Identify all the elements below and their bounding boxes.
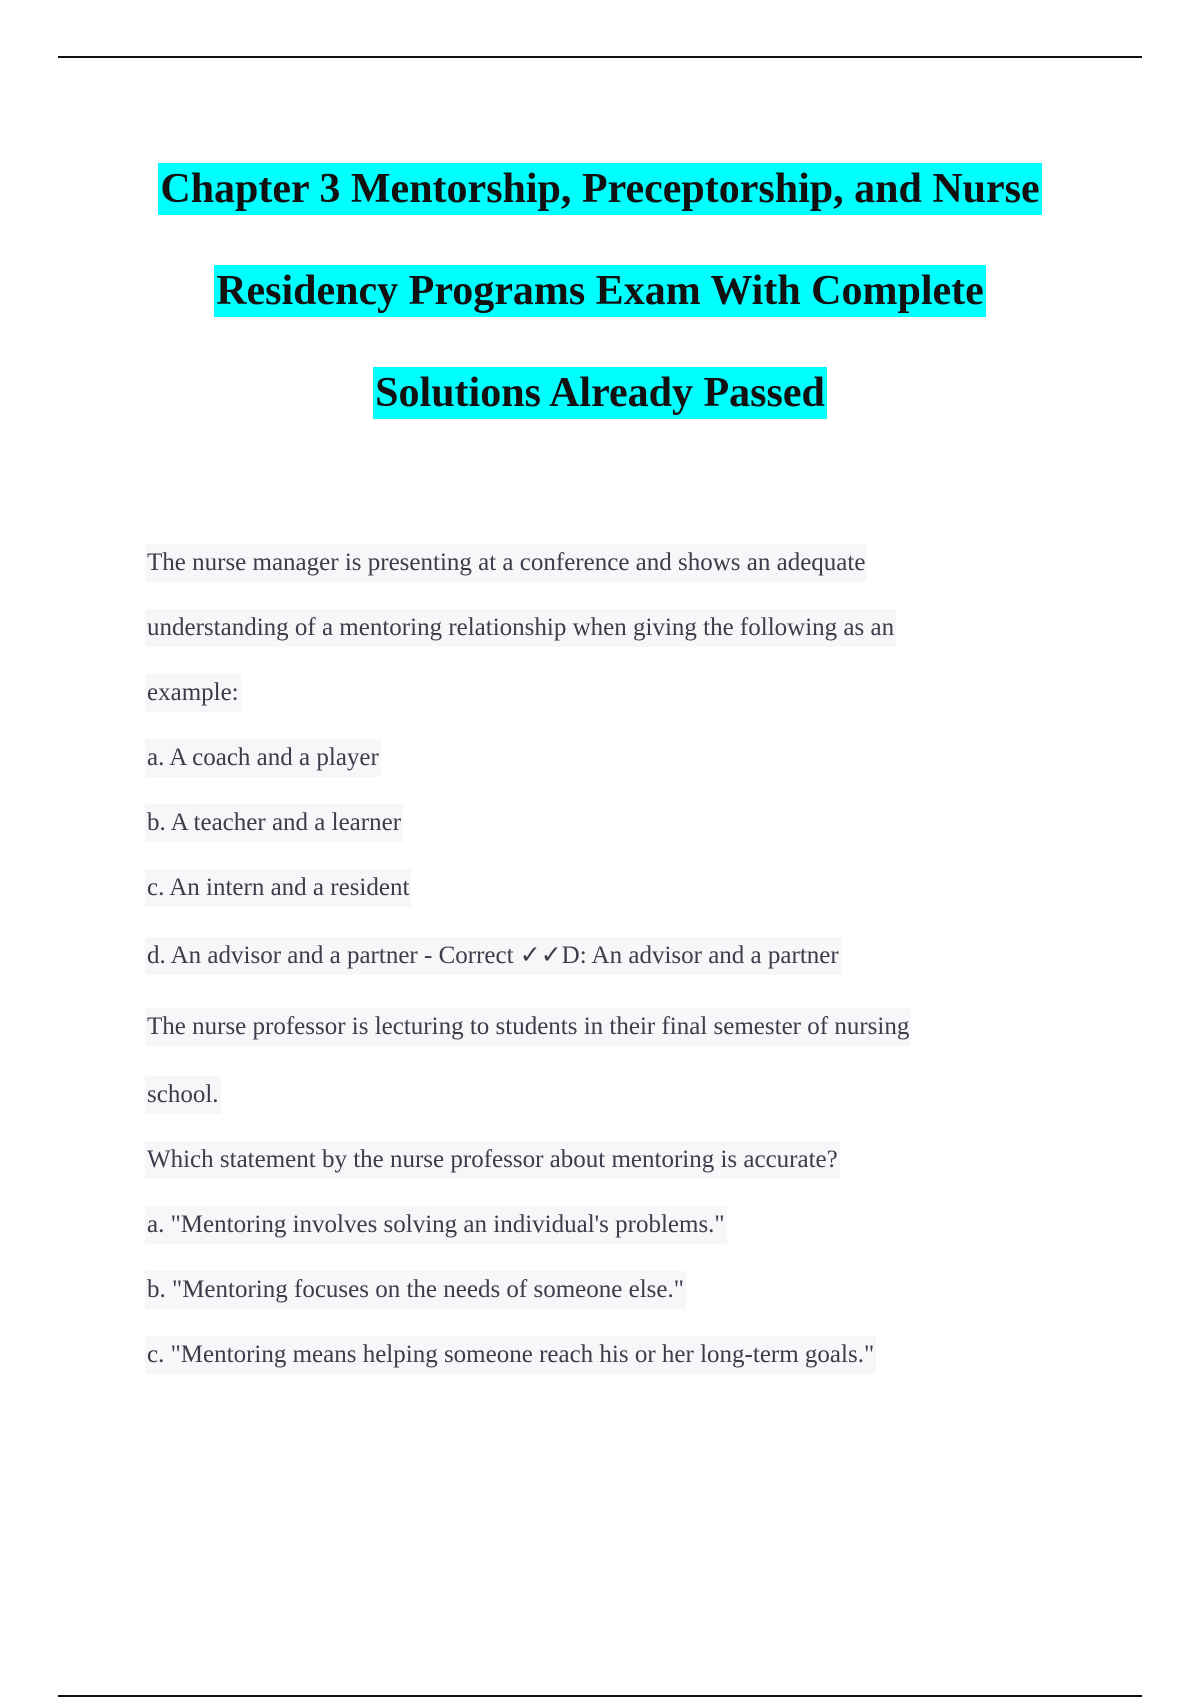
question-2 <box>145 991 1045 1387</box>
question-stem-text: understanding of a mentoring relationship when giving the following as an <box>145 609 896 647</box>
question-stem-line <box>145 991 1045 1062</box>
title-line-text: Chapter 3 Mentorship, Preceptorship, and Nurse <box>158 163 1041 215</box>
document-body <box>145 530 1045 1387</box>
document-title <box>0 138 1200 444</box>
answer-option <box>145 1257 1045 1322</box>
answer-option-text: d. An advisor and a partner - Correct ✓✓D: An advisor and a partner <box>145 937 841 975</box>
question-stem-text: school. <box>145 1076 221 1114</box>
answer-option <box>145 1322 1045 1387</box>
title-line-text: Residency Programs Exam With Complete <box>214 265 986 317</box>
title-line-text: Solutions Already Passed <box>373 367 827 419</box>
question-stem-text: example: <box>145 674 241 712</box>
answer-option <box>145 790 1045 855</box>
question-1 <box>145 530 1045 991</box>
question-stem-line <box>145 1062 1045 1127</box>
header-rule <box>58 56 1142 58</box>
answer-option-text: c. "Mentoring means helping someone reach his or her long-term goals." <box>145 1336 876 1374</box>
answer-option-text: a. "Mentoring involves solving an individual's problems." <box>145 1206 727 1244</box>
answer-option-text: b. "Mentoring focuses on the needs of someone else." <box>145 1271 686 1309</box>
question-stem-text: The nurse manager is presenting at a conference and shows an adequate <box>145 544 867 582</box>
title-line <box>0 138 1200 240</box>
question-stem-line <box>145 1127 1045 1192</box>
answer-option-text: b. A teacher and a learner <box>145 804 403 842</box>
answer-option <box>145 855 1045 920</box>
answer-option-text: c. An intern and a resident <box>145 869 411 907</box>
answer-option-text: a. A coach and a player <box>145 739 381 777</box>
answer-option-correct <box>145 920 1045 991</box>
title-line <box>0 342 1200 444</box>
question-stem-line <box>145 595 1045 660</box>
title-line <box>0 240 1200 342</box>
footer-rule <box>58 1695 1142 1697</box>
question-stem-line <box>145 660 1045 725</box>
question-stem-text: The nurse professor is lecturing to students in their final semester of nursing <box>145 1008 911 1046</box>
answer-option <box>145 725 1045 790</box>
answer-option <box>145 1192 1045 1257</box>
question-stem-line <box>145 530 1045 595</box>
question-stem-text: Which statement by the nurse professor about mentoring is accurate? <box>145 1141 840 1179</box>
